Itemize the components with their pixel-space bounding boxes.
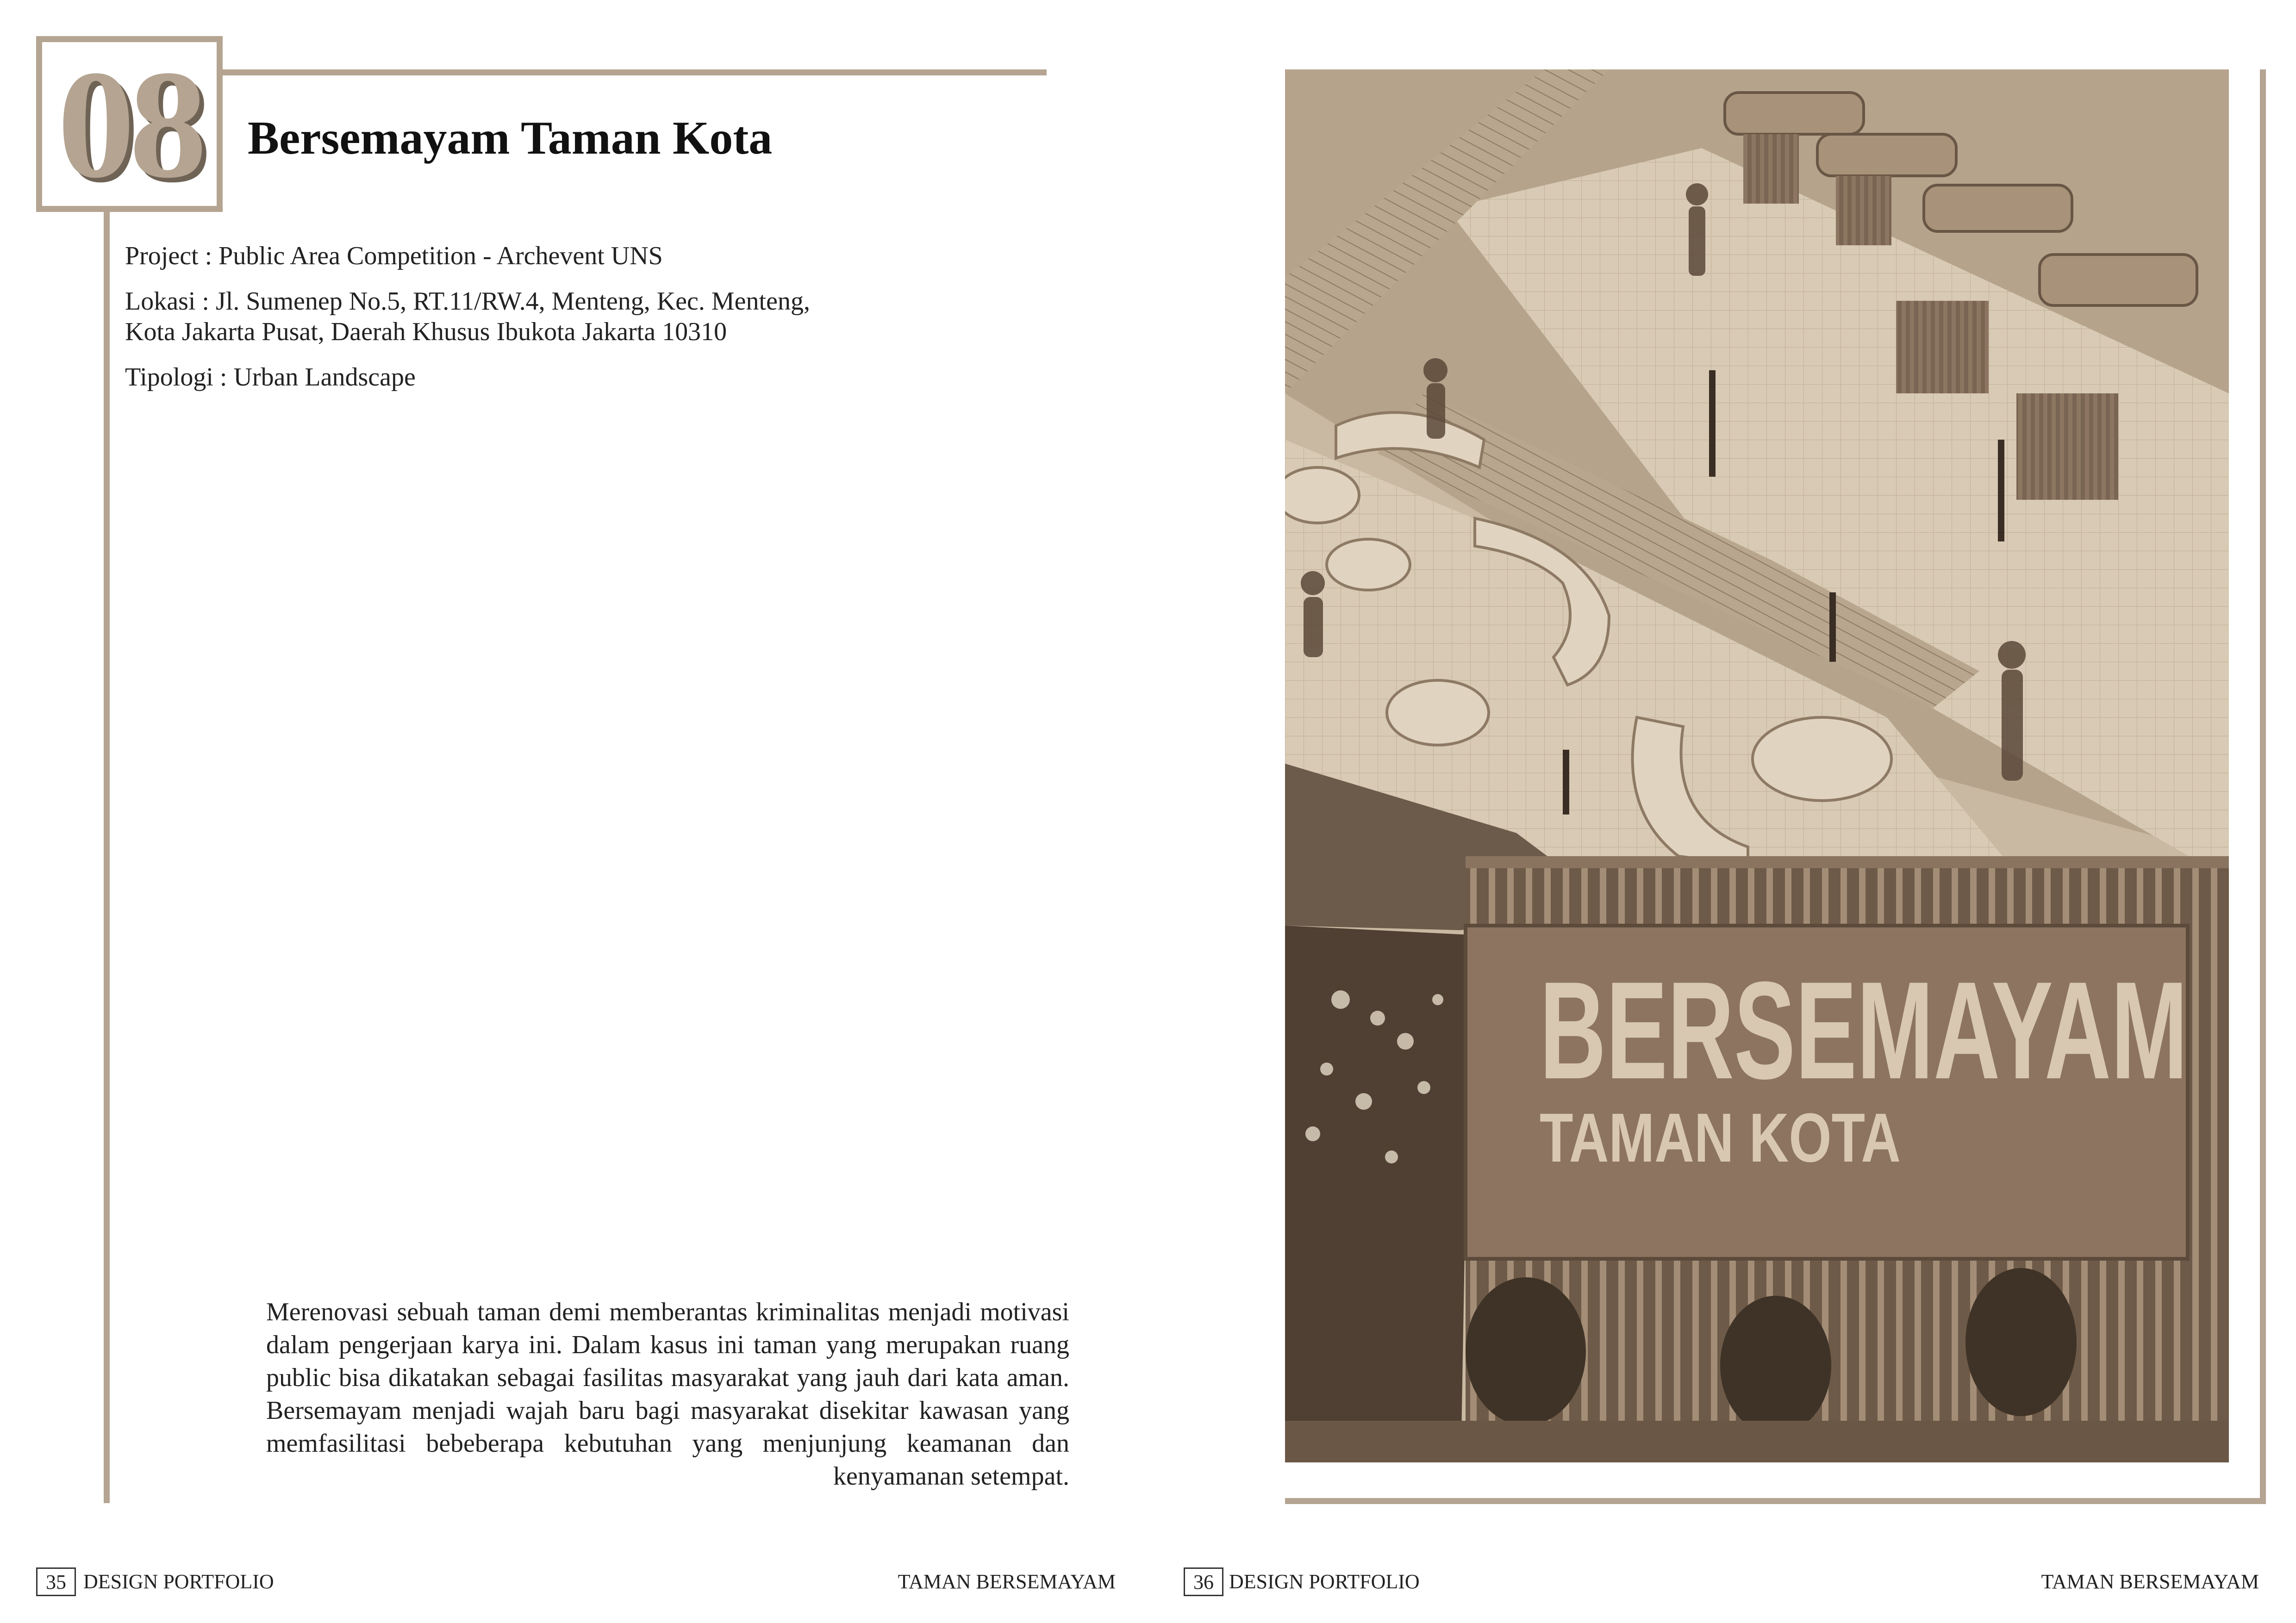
sign-sub-text: TAMAN KOTA — [1540, 1099, 1901, 1176]
footer-label-right: DESIGN PORTFOLIO — [1229, 1570, 1420, 1593]
project-description — [266, 1296, 1069, 1493]
location-line-2: Kota Jakarta Pusat, Daerah Khusus Ibukota Jakarta 10310 — [125, 317, 727, 346]
page-number-left: 35 — [36, 1567, 76, 1596]
park-render-image — [1285, 69, 2229, 1462]
description-text: Merenovasi sebuah taman demi memberantas kriminalitas menjadi motivasi dalam pengerjaan karya ini. Dalam kasus ini taman yang merupakan ruang public bisa dikatakan sebagai fasilitas masyarakat yang jauh dari kata aman. Bersemayam menjadi wajah baru bagi masyarakat disekitar kawasan yang memfasilitasi bebeberapa kebutuhan yang menjunjung keamanan dan kenyamanan setempat. — [266, 1298, 1069, 1491]
right-frame-rule-horizontal — [1285, 1498, 2266, 1504]
typology-info: Tipologi : Urban Landscape — [125, 363, 416, 392]
sign-main-text: BERSEMAYAM — [1540, 952, 2188, 1108]
location-line-1: Lokasi : Jl. Sumenep No.5, RT.11/RW.4, Menteng, Kec. Menteng, — [125, 287, 810, 316]
project-info: Project : Public Area Competition - Archevent UNS — [125, 242, 663, 270]
section-number: 08 — [57, 38, 201, 210]
page-number-right: 36 — [1184, 1567, 1223, 1596]
footer-label-left: DESIGN PORTFOLIO — [83, 1570, 274, 1593]
park-render-illustration — [1285, 69, 2229, 1462]
footer-title-left: TAMAN BERSEMAYAM — [898, 1570, 1116, 1593]
footer-title-right: TAMAN BERSEMAYAM — [2041, 1570, 2259, 1593]
project-title: Bersemayam Taman Kota — [248, 112, 773, 164]
header-rule — [223, 69, 1047, 75]
right-frame-rule-vertical — [2260, 69, 2266, 1504]
left-margin-rule — [104, 212, 110, 1503]
